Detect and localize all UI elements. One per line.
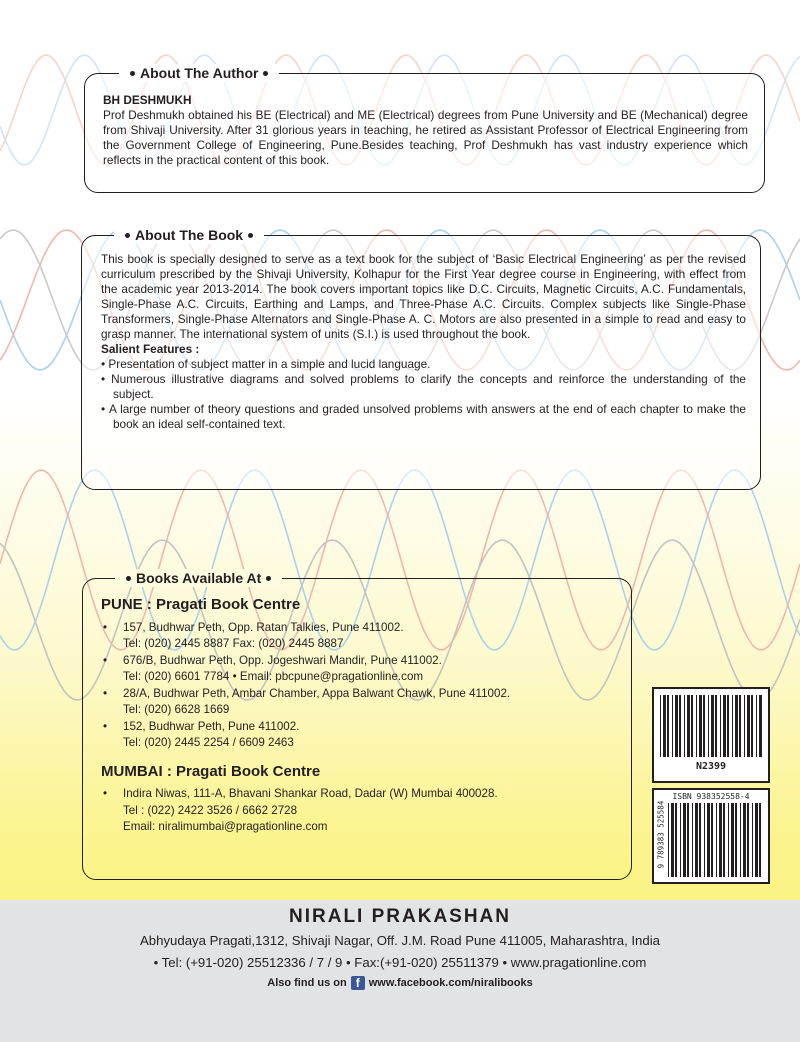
barcode-bar <box>692 803 693 877</box>
isbn-bars <box>668 803 762 877</box>
barcode-bar <box>675 695 678 757</box>
author-name: BH DESHMUKH <box>103 93 192 107</box>
bullet-dot-icon <box>130 71 135 76</box>
barcode-bar <box>707 803 710 877</box>
barcode-bar <box>727 695 729 757</box>
bullet-dot-icon <box>263 71 268 76</box>
facebook-icon: f <box>351 976 365 990</box>
barcode-bar <box>679 695 681 757</box>
feature-item: • A large number of theory questions and graded unsolved problems with answers at the end of each chapter to make the book an ideal self-contained text. <box>101 402 746 431</box>
barcode-bar <box>683 803 686 877</box>
barcode-bar <box>716 803 717 877</box>
about-book-heading: About The Book <box>114 226 264 244</box>
barcode-bar <box>699 695 702 757</box>
bullet-dot-icon <box>266 576 271 581</box>
mumbai-address-item: • Indira Niwas, 111-A, Bhavani Shankar Road, Dadar (W) Mumbai 400028. Tel : (022) 2422 3526 / 6662 2728 Email: niralimumbai@pragationline.com <box>103 787 498 833</box>
mumbai-store-title: MUMBAI : Pragati Book Centre <box>101 762 321 780</box>
publisher-name: NIRALI PRAKASHAN <box>289 906 511 927</box>
barcode-bar <box>708 695 709 757</box>
barcode-bar <box>695 803 698 877</box>
pune-address-item: • 676/B, Budhwar Peth, Opp. Jogeshwari Mandir, Pune 411002. Tel: (020) 6601 7784 • Email: pbcpune@pragationline.com <box>103 653 442 683</box>
pune-address-item: • 28/A, Budhwar Peth, Ambar Chamber, Appa Balwant Chawk, Pune 411002. Tel: (020) 6628 1669 <box>103 686 511 716</box>
about-author-box <box>84 65 765 193</box>
barcode-bar <box>747 695 750 757</box>
barcode-n2399 <box>652 687 770 783</box>
facebook-link[interactable]: www.facebook.com/niralibooks <box>368 976 533 989</box>
barcode-bar <box>660 695 661 757</box>
isbn-label: ISBN 938352558-4 <box>672 792 750 801</box>
barcode-bar <box>735 695 738 757</box>
barcode-bar <box>667 695 669 757</box>
barcode-code: N2399 <box>695 761 727 772</box>
barcode-bar <box>728 803 729 877</box>
pune-address-item: • 157, Budhwar Peth, Opp. Ratan Talkies, Pune 411002. Tel: (020) 2445 8887 Fax: (020) 2445 8887 <box>103 620 404 650</box>
bullet-dot-icon <box>126 576 131 581</box>
barcode-bar <box>723 695 726 757</box>
salient-features-heading: Salient Features : <box>101 342 200 356</box>
publisher-footer <box>0 900 800 1042</box>
isbn-barcode <box>652 788 770 884</box>
barcode-bar <box>739 695 741 757</box>
barcode-bar <box>711 695 714 757</box>
barcode-bar <box>732 695 733 757</box>
barcode-bar <box>752 803 753 877</box>
barcode-bar <box>755 803 758 877</box>
book-description: This book is specially designed to serve as a text book for the subject of ‘Basic Electrical Engineering’ as per the revised curriculum prescribed by the Shivaji University, Kolhapur for the First Year degree course in Engineering, with effect from the academic year 2013-2014. The book covers important topics like D.C. Circuits, Magnetic Circuits, A.C. Fundamentals, Single-Phase A.C. Circuits, Earthing and Lamps, and Three-Phase A.C. Circuits. Complex subjects like Single-Phase Transformers, Single-Phase Alternators and Single-Phase A. C. Motors are also presented in a simple to read and easy to grasp manner. The international system of units (S.I.) is used throughout the book. <box>101 252 746 341</box>
about-author-heading: About The Author <box>119 64 279 82</box>
publisher-address: Abhyudaya Pragati,1312, Shivaji Nagar, Off. J.M. Road Pune 411005, Maharashtra, India <box>139 933 660 948</box>
barcode-bar <box>759 803 761 877</box>
barcode-bar <box>687 803 689 877</box>
barcode-bar <box>696 695 697 757</box>
barcode-bar <box>711 803 713 877</box>
isbn-number: 9 789383 525584 <box>656 800 666 869</box>
barcode-bar <box>691 695 693 757</box>
barcode-bar <box>675 803 677 877</box>
barcode-bar <box>743 803 746 877</box>
feature-item: • Presentation of subject matter in a simple and lucid language. <box>101 357 431 371</box>
books-available-box <box>82 570 632 880</box>
barcode-bar <box>759 695 762 757</box>
barcode-bar <box>668 803 669 877</box>
barcode-bar <box>740 803 741 877</box>
barcode-bar <box>672 695 673 757</box>
barcode-bar <box>719 803 722 877</box>
barcode-bar <box>671 803 674 877</box>
barcode-bar <box>751 695 753 757</box>
barcode-bar <box>663 695 666 757</box>
barcode-bar <box>735 803 737 877</box>
about-book-box <box>81 227 761 490</box>
barcode-bar <box>680 803 681 877</box>
bullet-dot-icon <box>248 233 253 238</box>
author-bio: Prof Deshmukh obtained his BE (Electrical) and ME (Electrical) degrees from Pune University and BE (Mechanical) degree from Shivaji University. After 31 glorious years in teaching, he retired as Assistant Professor of Electrical Engineering from the Government College of Engineering, Pune.Besides teaching, Prof Deshmukh has vast industry experience which reflects in the practical content of this book. <box>103 108 748 167</box>
barcode-bar <box>744 695 745 757</box>
barcode-bar <box>703 695 705 757</box>
books-available-heading: Books Available At <box>115 569 282 587</box>
barcode-bar <box>747 803 749 877</box>
pune-store-title: PUNE : Pragati Book Centre <box>101 596 301 613</box>
barcode-bar <box>723 803 725 877</box>
barcode-bar <box>731 803 734 877</box>
barcode-bar <box>704 803 705 877</box>
barcode-bar <box>715 695 717 757</box>
bullet-dot-icon <box>125 233 130 238</box>
barcode-bars <box>660 695 762 757</box>
feature-item: • Numerous illustrative diagrams and solved problems to clarify the concepts and reinforce the understanding of the subject. <box>101 372 746 401</box>
barcode-bar <box>720 695 721 757</box>
social-line: Also find us on f www.facebook.com/niralibooks <box>267 976 533 990</box>
barcode-bar <box>756 695 757 757</box>
pune-address-item: • 152, Budhwar Peth, Pune 411002. Tel: (020) 2445 2254 / 6609 2463 <box>103 719 300 749</box>
publisher-contact: • Tel: (+91-020) 25512336 / 7 / 9 • Fax:(+91-020) 25511379 • www.pragationline.com <box>153 955 647 970</box>
barcode-bar <box>684 695 685 757</box>
barcode-bar <box>699 803 701 877</box>
barcode-bar <box>687 695 690 757</box>
